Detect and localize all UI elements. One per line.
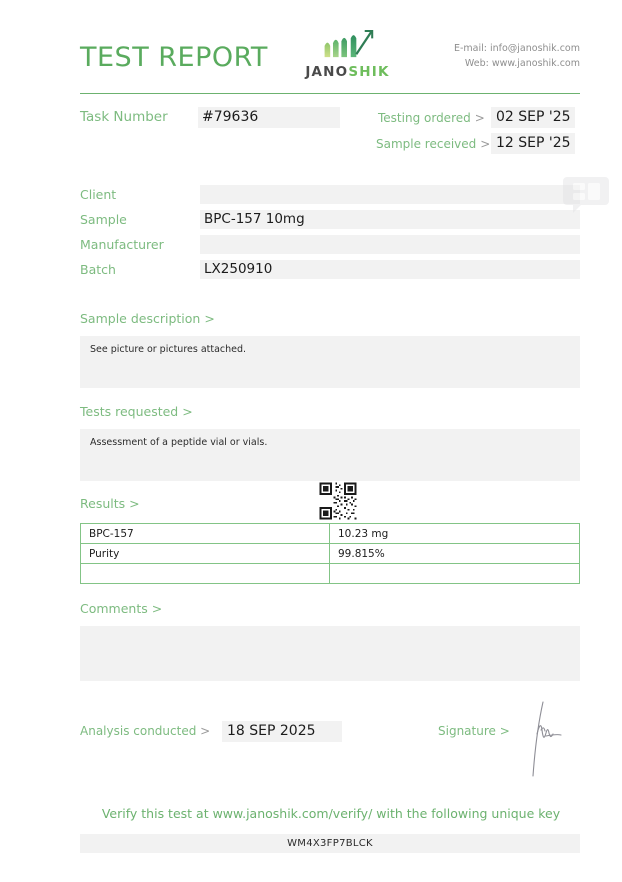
batch-value: LX250910	[200, 260, 580, 279]
sample-received-value: 12 SEP '25	[491, 133, 575, 154]
chevron-right-icon: >	[474, 111, 485, 125]
table-row	[81, 564, 580, 584]
analysis-label-text: Analysis conducted	[80, 724, 197, 738]
task-number-value: #79636	[198, 107, 340, 128]
client-value	[200, 185, 580, 204]
testing-ordered-value: 02 SEP '25	[491, 107, 575, 128]
qr-code-icon[interactable]	[315, 481, 361, 521]
result-name: BPC-157	[81, 524, 330, 544]
result-name: Purity	[81, 544, 330, 564]
tests-requested-text: Assessment of a peptide vial or vials.	[90, 437, 268, 448]
sample-description-text: See picture or pictures attached.	[90, 344, 247, 355]
sample-label: Sample	[80, 212, 127, 227]
contact-web: Web: www.janoshik.com	[464, 57, 580, 69]
batch-label: Batch	[80, 262, 116, 277]
chat-bubble-icon[interactable]	[562, 170, 610, 218]
sample-value: BPC-157 10mg	[200, 210, 580, 229]
sample-description-box	[80, 336, 580, 388]
tests-requested-title: Tests requested >	[80, 404, 193, 419]
brand-logo	[295, 30, 400, 80]
verification-key: WM4X3FP7BLCK	[80, 834, 580, 853]
result-value	[330, 564, 580, 584]
tests-requested-box	[80, 429, 580, 481]
chevron-right-icon: >	[480, 137, 491, 151]
comments-box	[80, 626, 580, 681]
sample-received-label: Sample received	[376, 137, 477, 151]
result-value: 99.815%	[330, 544, 580, 564]
manufacturer-value	[200, 235, 580, 254]
contact-info	[454, 42, 580, 71]
testing-ordered-label: Testing ordered	[378, 111, 471, 125]
brand-wordmark	[295, 64, 400, 80]
analysis-conducted-value: 18 SEP 2025	[222, 721, 342, 742]
header-divider	[80, 93, 580, 94]
page-title: TEST REPORT	[80, 42, 268, 73]
result-value: 10.23 mg	[330, 524, 580, 544]
table-row	[81, 524, 580, 544]
sample-received-row	[376, 137, 494, 151]
chevron-right-icon: >	[200, 724, 211, 738]
contact-email: E-mail: info@janoshik.com	[453, 43, 580, 54]
analysis-conducted-label	[80, 724, 210, 738]
sample-description-title: Sample description >	[80, 311, 215, 326]
task-number-label: Task Number	[80, 109, 168, 125]
verification-text: Verify this test at www.janoshik.com/verify/ with the following unique key	[101, 806, 561, 821]
comments-title: Comments >	[80, 601, 163, 616]
results-title: Results >	[80, 496, 140, 511]
brand-name-dark: JANO	[305, 64, 349, 80]
table-row	[81, 544, 580, 564]
brand-name-green: SHIK	[348, 64, 390, 80]
signature-label: Signature >	[438, 724, 510, 738]
handwritten-signature-icon	[513, 700, 573, 780]
client-label: Client	[80, 187, 117, 202]
results-table	[80, 523, 580, 584]
manufacturer-label: Manufacturer	[80, 237, 164, 252]
report-header	[80, 30, 580, 88]
testing-ordered-row	[378, 111, 489, 125]
report-sheet	[18, 0, 604, 882]
bar-chart-growth-icon	[319, 30, 377, 58]
comments-text	[80, 626, 580, 634]
result-name	[81, 564, 330, 584]
